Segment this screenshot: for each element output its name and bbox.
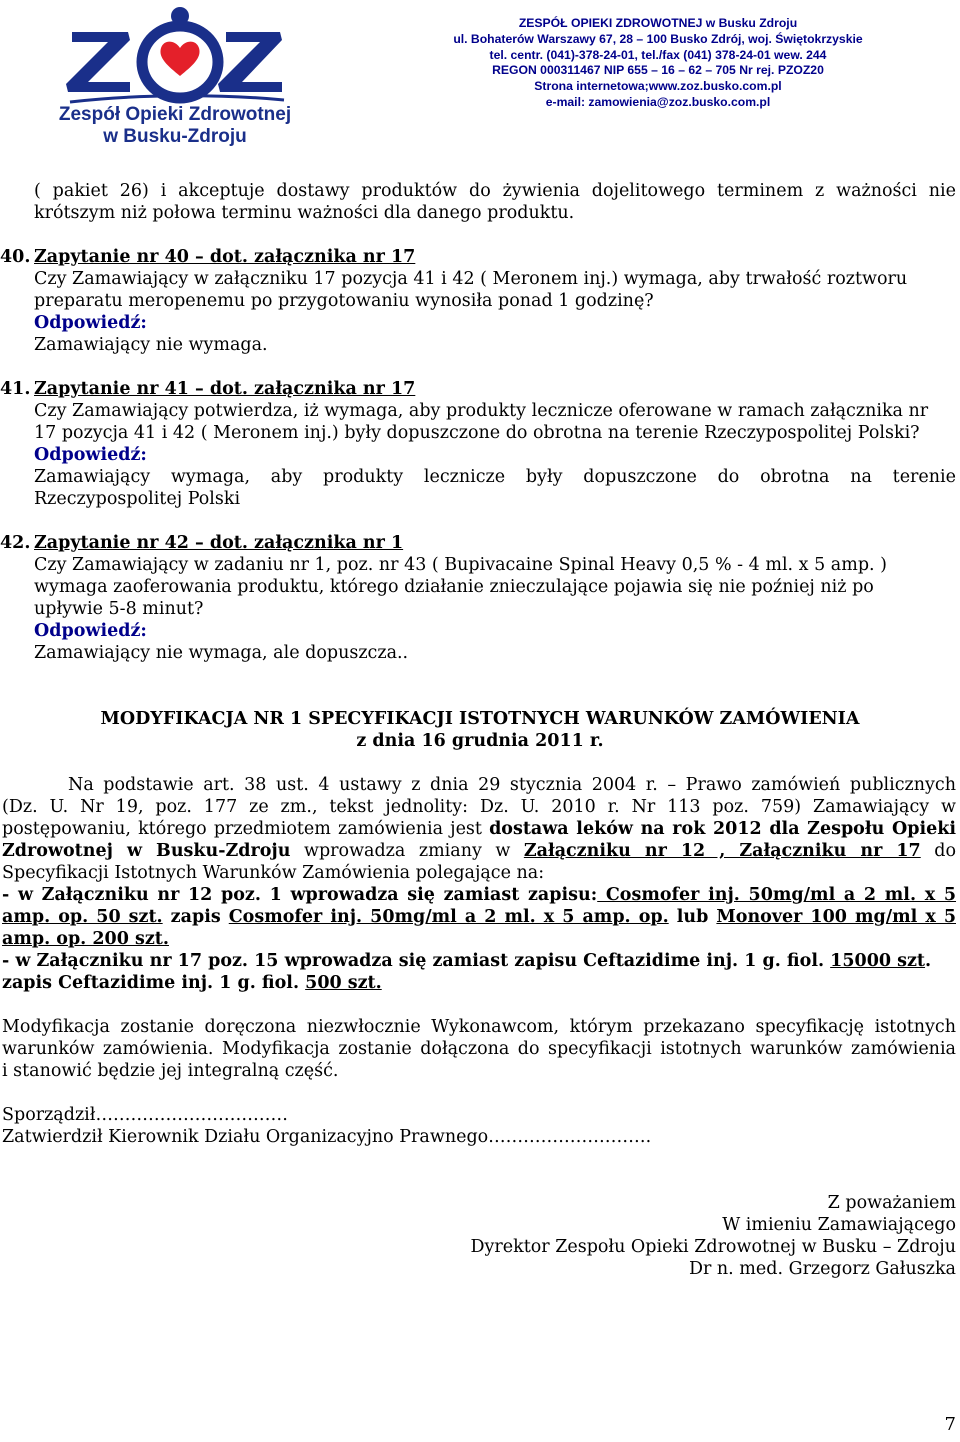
letterhead-address: ul. Bohaterów Warszawy 67, 28 – 100 Busko Zdrój, woj. Świętokrzyskie <box>453 31 863 46</box>
question-40-title: Zapytanie nr 40 – dot. załącznika nr 17 <box>34 247 416 267</box>
letterhead-website: Strona internetowa;www.zoz.busko.com.pl <box>534 79 782 94</box>
change-12-line-2 <box>2 906 956 928</box>
letterhead-email: e-mail: zamowienia@zoz.busko.com.pl <box>545 94 771 109</box>
modification-subject: dostawa leków na rok 2012 dla Zespołu Opieki <box>489 819 956 839</box>
question-41-answer-label: Odpowiedź: <box>34 445 147 465</box>
letterhead-phone: tel. centr. (041)-378-24-01, tel./fax (041) 378-24-01 wew. 244 <box>489 47 827 62</box>
question-42-number: 42. <box>0 533 31 553</box>
modification-attachments: Załączniku nr 12 , Załączniku nr 17 <box>523 841 921 861</box>
question-41-answer-line-1: Zamawiający wymaga, aby produkty lecznicze były dopuszczone do obrotna na terenie <box>34 467 956 487</box>
change-17-intro: - w Załączniku nr 17 poz. 15 wprowadza się zamiast zapisu Ceftazidime inj. 1 g. fiol. <box>2 951 831 971</box>
modification-title: MODYFIKACJA NR 1 SPECYFIKACJI ISTOTNYCH WARUNKÓW ZAMÓWIENIA <box>100 709 860 729</box>
change-12-intro: - w Załączniku nr 12 poz. 1 wprowadza się zamiast zapisu: <box>2 885 598 905</box>
approved-by: Zatwierdził Kierownik Działu Organizacyjno Prawnego………………………. <box>2 1127 652 1147</box>
modification-p2-line-1: Modyfikacja zostanie doręczona niezwłocznie Wykonawcom, którym przekazano specyfikację istotnych <box>2 1017 956 1037</box>
intro-line-2: krótszym niż połowa terminu ważności dla danego produktu. <box>34 203 575 223</box>
change-12-old-value: Cosmofer inj. 50mg/ml a 2 ml. x 5 <box>597 885 957 905</box>
closing-director-name: Dr n. med. Grzegorz Gałuszka <box>688 1259 956 1279</box>
letterhead-regon: REGON 000311467 NIP 655 – 16 – 62 – 705 Nr rej. PZOZ20 <box>492 63 824 78</box>
question-40-line-1: Czy Zamawiający w załączniku 17 pozycja 41 i 42 ( Meronem inj.) wymaga, aby trwałość roztworu <box>34 269 908 289</box>
change-12-line-1 <box>2 884 956 906</box>
modification-subject-cont: Zdrowotnej w Busku-Zdroju <box>2 841 291 861</box>
letterhead-institution: ZESPÓŁ OPIEKI ZDROWOTNEJ w Busku Zdroju <box>518 16 798 30</box>
question-40-answer: Zamawiający nie wymaga. <box>34 335 268 355</box>
question-41-answer-line-2: Rzeczypospolitej Polski <box>34 489 241 509</box>
prepared-by: Sporządził…………………………… <box>2 1105 288 1125</box>
change-12-new-value: Cosmofer inj. 50mg/ml a 2 ml. x 5 amp. op. <box>228 907 669 927</box>
change-12-line-3: amp. op. 200 szt. <box>2 929 169 949</box>
change-17-line-2 <box>2 972 382 994</box>
modification-p1-line-4-text: wprowadza zmiany w <box>290 841 524 861</box>
modification-p1-line-1: Na podstawie art. 38 ust. 4 ustawy z dnia 29 stycznia 2004 r. – Prawo zamówień publicznych <box>68 775 956 795</box>
question-42-line-3: upływie 5-8 minut? <box>34 599 204 619</box>
question-42-line-2: wymaga zaoferowania produktu, którego działanie znieczulające pojawia się nie poźniej niż po <box>34 577 874 597</box>
question-42-line-1: Czy Zamawiający w zadaniu nr 1, poz. nr 43 ( Bupivacaine Spinal Heavy 0,5 % - 4 ml. x 5 amp. ) <box>34 555 887 575</box>
question-41-heading <box>0 378 415 400</box>
zoz-logo-mark <box>30 4 292 146</box>
question-40-heading <box>0 246 415 268</box>
question-41-line-1: Czy Zamawiający potwierdza, iż wymaga, aby produkty lecznicze oferowane w ramach załącznika nr <box>34 401 929 421</box>
change-12-or: lub <box>668 907 717 927</box>
question-41-number: 41. <box>0 379 31 399</box>
intro-line-1: ( pakiet 26) i akceptuje dostawy produktów do żywienia dojelitowego terminem z ważności nie <box>34 181 956 201</box>
question-42-answer-label: Odpowiedź: <box>34 621 147 641</box>
question-42-title: Zapytanie nr 42 – dot. załącznika nr 1 <box>34 533 404 553</box>
modification-p1-line-3 <box>2 818 956 840</box>
question-40-line-2: preparatu meropenemu po przygotowaniu wynosiła ponad 1 godzinę? <box>34 291 654 311</box>
page-number: 7 <box>944 1414 956 1435</box>
modification-p2-line-2: warunków zamówienia. Modyfikacja zostanie dołączona do specyfikacji istotnych warunków zamówienia <box>2 1039 956 1059</box>
change-17-line-1 <box>2 950 931 972</box>
question-42-answer: Zamawiający nie wymaga, ale dopuszcza.. <box>34 643 409 663</box>
modification-p1-line-2: (Dz. U. Nr 19, poz. 177 ze zm., tekst jednolity: Dz. U. 2010 r. Nr 113 poz. 759) Zamawiający w <box>2 797 956 817</box>
question-42-heading <box>0 532 403 554</box>
closing-on-behalf: W imieniu Zamawiającego <box>722 1215 956 1235</box>
closing-director-title: Dyrektor Zespołu Opieki Zdrowotnej w Busku – Zdroju <box>470 1237 956 1257</box>
modification-p1-line-3-text: postępowaniu, którego przedmiotem zamówienia jest <box>2 819 490 839</box>
modification-p1-line-4 <box>2 840 956 862</box>
question-40-answer-label: Odpowiedź: <box>34 313 147 333</box>
change-12-alt-value: Monover 100 mg/ml x 5 <box>716 907 956 927</box>
change-17-period: . <box>925 951 932 971</box>
letterhead <box>428 16 888 111</box>
closing-regards: Z poważaniem <box>827 1193 956 1213</box>
logo-name-line1: Zespół Opieki Zdrowotnej <box>58 104 292 125</box>
change-17-old-qty: 15000 szt <box>830 951 926 971</box>
question-41-title: Zapytanie nr 41 – dot. załącznika nr 17 <box>34 379 416 399</box>
zoz-logo <box>30 4 292 146</box>
modification-p1-line-5: Specyfikacji Istotnych Warunków Zamówienia polegające na: <box>2 863 545 883</box>
change-12-old-value-cont: amp. op. 50 szt. <box>2 907 163 927</box>
modification-date: z dnia 16 grudnia 2011 r. <box>356 731 604 751</box>
modification-p1-line-4-end: do <box>920 841 956 861</box>
question-40-number: 40. <box>0 247 31 267</box>
question-41-line-2: 17 pozycja 41 i 42 ( Meronem inj.) były dopuszczone do obrotna na terenie Rzeczypospolitej Polski? <box>34 423 920 443</box>
change-17-new-qty: 500 szt. <box>305 973 382 993</box>
change-12-zapis: zapis <box>162 907 229 927</box>
modification-p2-line-3: i stanowić będzie jej integralną część. <box>2 1061 339 1081</box>
logo-name-line2: w Busku-Zdroju <box>103 126 247 146</box>
change-17-zapis: zapis Ceftazidime inj. 1 g. fiol. <box>2 973 306 993</box>
